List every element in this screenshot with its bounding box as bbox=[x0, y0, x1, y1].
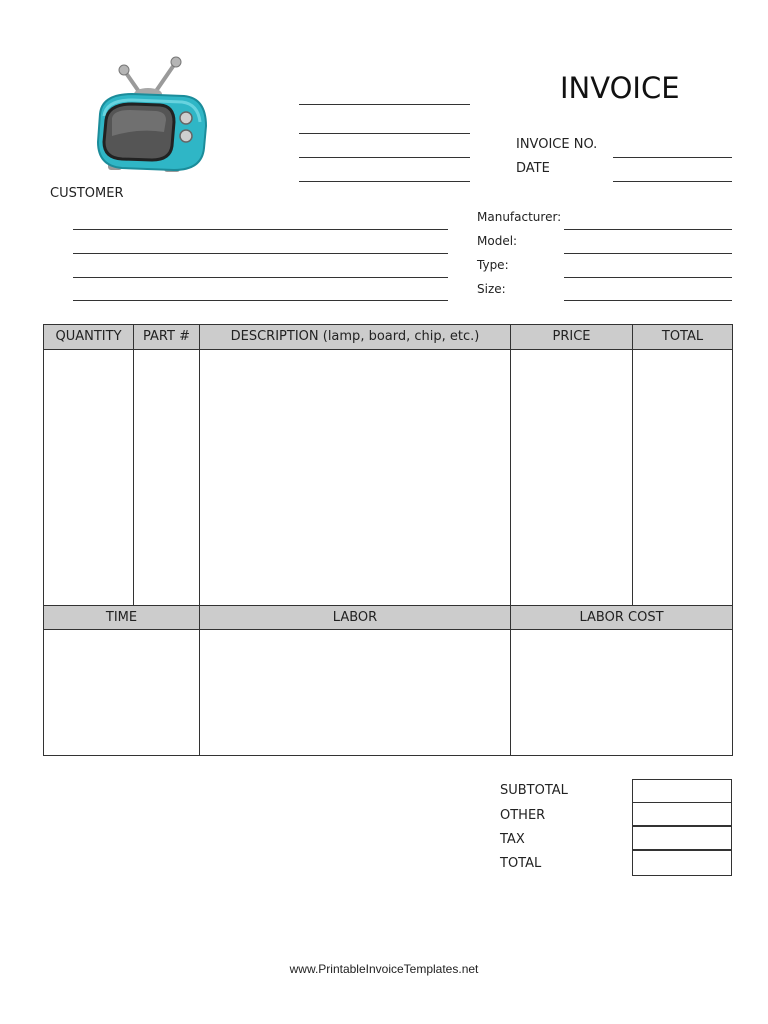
parts-table bbox=[43, 324, 733, 606]
col-header-labor: LABOR bbox=[332, 610, 378, 625]
model-field[interactable] bbox=[564, 253, 732, 254]
model-label: Model: bbox=[477, 234, 518, 248]
customer-line-4[interactable] bbox=[73, 300, 448, 301]
company-line-4[interactable] bbox=[299, 181, 470, 182]
invoice-no-label: INVOICE NO. bbox=[516, 137, 598, 152]
invoice-no-field[interactable] bbox=[613, 157, 732, 158]
description-column-area[interactable] bbox=[200, 350, 510, 605]
type-field[interactable] bbox=[564, 277, 732, 278]
part-number-column-area[interactable] bbox=[134, 350, 199, 605]
col-header-part-number: PART # bbox=[143, 329, 190, 344]
customer-line-2[interactable] bbox=[73, 253, 448, 254]
company-line-3[interactable] bbox=[299, 157, 470, 158]
other-label: OTHER bbox=[500, 808, 546, 823]
footer-website-link[interactable]: www.PrintableInvoiceTemplates.net bbox=[289, 962, 479, 976]
type-label: Type: bbox=[477, 258, 509, 272]
labor-table bbox=[43, 605, 733, 756]
other-box[interactable] bbox=[632, 802, 732, 826]
col-header-total: TOTAL bbox=[661, 329, 704, 344]
labor-column-area[interactable] bbox=[200, 630, 510, 755]
col-header-labor-cost: LABOR COST bbox=[579, 610, 664, 625]
tax-box[interactable] bbox=[632, 826, 732, 850]
manufacturer-label: Manufacturer: bbox=[477, 210, 562, 224]
labor-cost-column-area[interactable] bbox=[511, 630, 732, 755]
total-box[interactable] bbox=[632, 850, 732, 876]
subtotal-box[interactable] bbox=[632, 779, 732, 803]
invoice-title: INVOICE bbox=[560, 71, 680, 105]
col-header-time: TIME bbox=[105, 610, 138, 625]
retro-tv-icon bbox=[92, 56, 210, 180]
customer-label: CUSTOMER bbox=[50, 186, 124, 201]
tax-label: TAX bbox=[500, 832, 525, 847]
customer-line-1[interactable] bbox=[73, 229, 448, 230]
col-header-quantity: QUANTITY bbox=[55, 329, 122, 344]
total-label: TOTAL bbox=[500, 856, 542, 871]
company-line-2[interactable] bbox=[299, 133, 470, 134]
quantity-column-area[interactable] bbox=[44, 350, 133, 605]
col-header-price: PRICE bbox=[552, 329, 591, 344]
customer-line-3[interactable] bbox=[73, 277, 448, 278]
price-column-area[interactable] bbox=[511, 350, 632, 605]
date-field[interactable] bbox=[613, 181, 732, 182]
subtotal-label: SUBTOTAL bbox=[500, 783, 568, 798]
size-field[interactable] bbox=[564, 300, 732, 301]
date-label: DATE bbox=[516, 161, 550, 176]
manufacturer-field[interactable] bbox=[564, 229, 732, 230]
time-column-area[interactable] bbox=[44, 630, 199, 755]
total-column-area[interactable] bbox=[633, 350, 732, 605]
col-header-description: DESCRIPTION (lamp, board, chip, etc.) bbox=[230, 329, 480, 344]
company-line-1[interactable] bbox=[299, 104, 470, 105]
size-label: Size: bbox=[477, 282, 506, 296]
